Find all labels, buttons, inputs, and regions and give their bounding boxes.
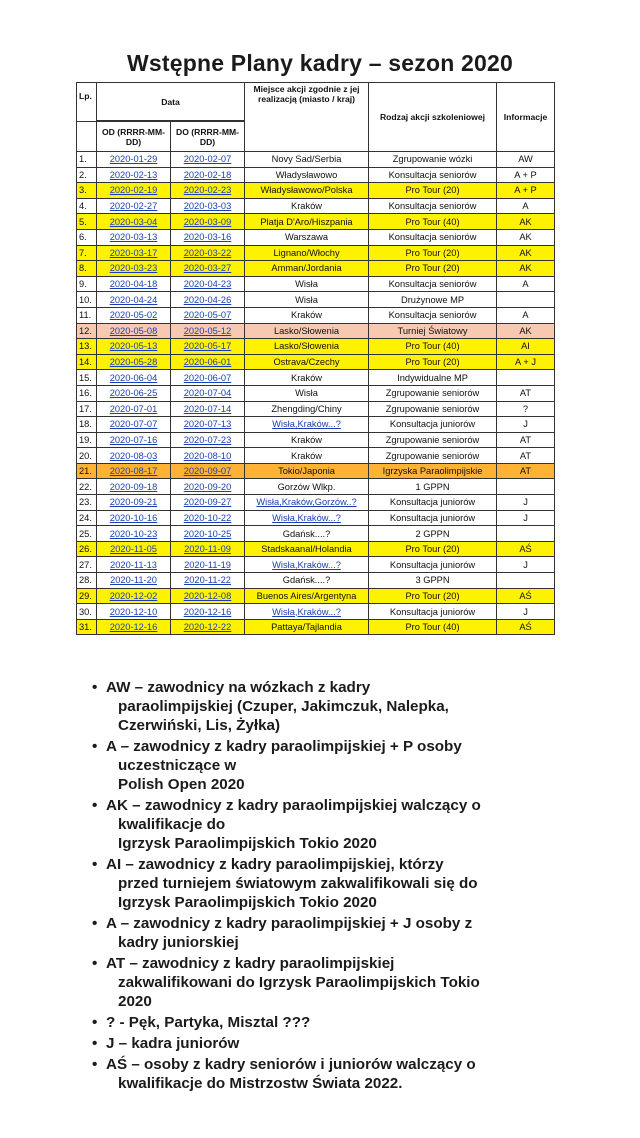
place-cell: Gdańsk....? [245, 526, 369, 542]
date-to-link[interactable]: 2020-07-23 [171, 432, 245, 448]
date-to-link[interactable]: 2020-07-04 [171, 385, 245, 401]
row-number: 26. [77, 541, 97, 557]
date-from-link[interactable]: 2020-05-28 [97, 354, 171, 370]
date-from-link[interactable]: 2020-04-18 [97, 276, 171, 292]
place-cell: Buenos Aires/Argentyna [245, 588, 369, 604]
row-number: 21. [77, 463, 97, 479]
date-from-link[interactable]: 2020-01-29 [97, 152, 171, 168]
schedule-table-body [77, 152, 555, 635]
action-type-cell: Zgrupowanie seniorów [369, 385, 497, 401]
legend-item [92, 914, 592, 952]
action-type-cell: Konsultacja seniorów [369, 167, 497, 183]
info-cell: AK [497, 245, 555, 261]
place-link[interactable]: Wisła,Kraków...? [245, 510, 369, 526]
info-cell [497, 479, 555, 495]
date-to-link[interactable]: 2020-12-22 [171, 619, 245, 635]
info-cell [497, 370, 555, 386]
place-cell: Zhengding/Chiny [245, 401, 369, 417]
place-link[interactable]: Wisła,Kraków...? [245, 417, 369, 433]
date-from-link[interactable]: 2020-07-07 [97, 417, 171, 433]
info-cell: AW [497, 152, 555, 168]
table-row [77, 417, 555, 433]
header-place: Miejsce akcji zgodnie z jej realizacją (miasto / kraj) [245, 83, 369, 152]
place-cell: Lasko/Słowenia [245, 323, 369, 339]
table-row [77, 339, 555, 355]
place-cell: Amman/Jordania [245, 261, 369, 277]
date-to-link[interactable]: 2020-11-09 [171, 541, 245, 557]
action-type-cell: Pro Tour (40) [369, 619, 497, 635]
date-to-link[interactable]: 2020-09-27 [171, 495, 245, 511]
info-cell: A [497, 276, 555, 292]
date-from-link[interactable]: 2020-11-13 [97, 557, 171, 573]
place-cell: Stadskaanal/Holandia [245, 541, 369, 557]
place-link[interactable]: Wisła,Kraków,Gorzów..? [245, 495, 369, 511]
row-number: 24. [77, 510, 97, 526]
legend-item [92, 678, 592, 735]
table-row [77, 588, 555, 604]
table-row [77, 261, 555, 277]
table-row [77, 167, 555, 183]
legend-text-line: AK – zawodnicy z kadry paraolimpijskiej walczący o [106, 797, 481, 814]
action-type-cell: Konsultacja juniorów [369, 604, 497, 620]
date-to-link[interactable]: 2020-06-01 [171, 354, 245, 370]
date-from-link[interactable]: 2020-09-21 [97, 495, 171, 511]
row-number: 29. [77, 588, 97, 604]
legend-text-line: ? - Pęk, Partyka, Misztal ??? [106, 1014, 311, 1031]
info-cell: AT [497, 385, 555, 401]
table-row [77, 604, 555, 620]
info-cell: J [497, 557, 555, 573]
date-from-link[interactable]: 2020-05-02 [97, 307, 171, 323]
date-from-link[interactable]: 2020-07-16 [97, 432, 171, 448]
row-number: 8. [77, 261, 97, 277]
date-to-link[interactable]: 2020-09-07 [171, 463, 245, 479]
table-row [77, 557, 555, 573]
row-number: 31. [77, 619, 97, 635]
info-cell: J [497, 417, 555, 433]
action-type-cell: Igrzyska Paraolimpijskie [369, 463, 497, 479]
date-from-link[interactable]: 2020-02-19 [97, 183, 171, 199]
date-to-link[interactable]: 2020-07-14 [171, 401, 245, 417]
row-number: 20. [77, 448, 97, 464]
date-from-link[interactable]: 2020-03-23 [97, 261, 171, 277]
action-type-cell: Konsultacja seniorów [369, 307, 497, 323]
date-to-link[interactable]: 2020-07-13 [171, 417, 245, 433]
row-number: 7. [77, 245, 97, 261]
bullet-icon: • [92, 679, 98, 696]
place-cell: Kraków [245, 307, 369, 323]
legend-item [92, 796, 592, 853]
legend-item [92, 954, 592, 1011]
action-type-cell: Pro Tour (20) [369, 354, 497, 370]
date-from-link[interactable]: 2020-03-13 [97, 229, 171, 245]
place-cell: Kraków [245, 448, 369, 464]
date-from-link[interactable]: 2020-06-25 [97, 385, 171, 401]
row-number: 18. [77, 417, 97, 433]
legend-text-line: paraolimpijskiej (Czuper, Jakimczuk, Nalepka, [118, 698, 449, 715]
row-number: 5. [77, 214, 97, 230]
row-number: 12. [77, 323, 97, 339]
legend-text-line: kwalifikacje do [118, 816, 226, 833]
row-number: 3. [77, 183, 97, 199]
info-cell: AK [497, 229, 555, 245]
table-row [77, 619, 555, 635]
table-row [77, 448, 555, 464]
place-cell: Kraków [245, 432, 369, 448]
legend-text-line: AI – zawodnicy z kadry paraolimpijskiej, którzy [106, 856, 444, 873]
legend-text-line: przed turniejem światowym zakwalifikowali się do [118, 875, 478, 892]
place-cell: Wisła [245, 276, 369, 292]
place-cell: Władysławowo [245, 167, 369, 183]
date-to-link[interactable]: 2020-03-27 [171, 261, 245, 277]
info-cell: AŚ [497, 541, 555, 557]
action-type-cell: Turniej Światowy [369, 323, 497, 339]
action-type-cell: Zgrupowanie seniorów [369, 448, 497, 464]
date-to-link[interactable]: 2020-03-03 [171, 198, 245, 214]
date-from-link[interactable]: 2020-11-05 [97, 541, 171, 557]
legend-text-line: kadry juniorskiej [118, 934, 239, 951]
table-row [77, 183, 555, 199]
place-cell: Tokio/Japonia [245, 463, 369, 479]
place-cell: Novy Sad/Serbia [245, 152, 369, 168]
info-cell: AK [497, 261, 555, 277]
legend-item [92, 737, 592, 794]
legend-item [92, 855, 592, 912]
date-to-link[interactable]: 2020-10-22 [171, 510, 245, 526]
action-type-cell: 2 GPPN [369, 526, 497, 542]
date-from-link[interactable]: 2020-08-03 [97, 448, 171, 464]
info-cell [497, 292, 555, 308]
legend-text-line: AT – zawodnicy z kadry paraolimpijskiej [106, 955, 395, 972]
info-cell: A [497, 307, 555, 323]
date-from-link[interactable]: 2020-03-17 [97, 245, 171, 261]
action-type-cell: Pro Tour (40) [369, 214, 497, 230]
info-cell: AK [497, 214, 555, 230]
bullet-icon: • [92, 797, 98, 814]
table-row [77, 573, 555, 589]
action-type-cell: 3 GPPN [369, 573, 497, 589]
date-to-link[interactable]: 2020-08-10 [171, 448, 245, 464]
bullet-icon: • [92, 856, 98, 873]
date-to-link[interactable]: 2020-11-22 [171, 573, 245, 589]
legend-text-line: A – zawodnicy z kadry paraolimpijskiej + J osoby z [106, 915, 473, 932]
table-row [77, 307, 555, 323]
legend-item [92, 1055, 592, 1093]
table-row [77, 432, 555, 448]
table-row [77, 370, 555, 386]
date-from-link[interactable]: 2020-07-01 [97, 401, 171, 417]
place-cell: Gorzów Wlkp. [245, 479, 369, 495]
header-lp-sub [77, 122, 97, 152]
info-cell: AT [497, 463, 555, 479]
date-to-link[interactable]: 2020-02-18 [171, 167, 245, 183]
place-cell: Wisła [245, 292, 369, 308]
table-row [77, 292, 555, 308]
date-to-link[interactable]: 2020-12-16 [171, 604, 245, 620]
action-type-cell: Pro Tour (20) [369, 541, 497, 557]
date-from-link[interactable]: 2020-06-04 [97, 370, 171, 386]
info-cell: A [497, 198, 555, 214]
row-number: 30. [77, 604, 97, 620]
legend-text-line: AŚ – osoby z kadry seniorów i juniorów walczący o [106, 1056, 476, 1073]
info-cell: J [497, 495, 555, 511]
table-row [77, 214, 555, 230]
info-cell [497, 573, 555, 589]
legend-text-line: J – kadra juniorów [106, 1035, 240, 1052]
row-number: 15. [77, 370, 97, 386]
legend-item [92, 1013, 592, 1032]
date-to-link[interactable]: 2020-03-09 [171, 214, 245, 230]
table-row [77, 276, 555, 292]
action-type-cell: Pro Tour (20) [369, 245, 497, 261]
info-cell: ? [497, 401, 555, 417]
date-to-link[interactable]: 2020-04-26 [171, 292, 245, 308]
place-cell: Wisła [245, 385, 369, 401]
table-row [77, 510, 555, 526]
date-from-link[interactable]: 2020-03-04 [97, 214, 171, 230]
action-type-cell: Konsultacja seniorów [369, 229, 497, 245]
info-cell: AŚ [497, 619, 555, 635]
table-row [77, 385, 555, 401]
header-info: Informacje [497, 83, 555, 152]
date-to-link[interactable]: 2020-06-07 [171, 370, 245, 386]
table-row [77, 152, 555, 168]
table-row [77, 479, 555, 495]
row-number: 25. [77, 526, 97, 542]
date-from-link[interactable]: 2020-04-24 [97, 292, 171, 308]
date-from-link[interactable]: 2020-10-23 [97, 526, 171, 542]
date-from-link[interactable]: 2020-12-10 [97, 604, 171, 620]
legend-text-line: Polish Open 2020 [118, 776, 245, 793]
date-to-link[interactable]: 2020-10-25 [171, 526, 245, 542]
table-row [77, 354, 555, 370]
table-row [77, 323, 555, 339]
info-cell: A + P [497, 183, 555, 199]
header-do: DO (RRRR-MM-DD) [171, 122, 245, 152]
row-number: 9. [77, 276, 97, 292]
date-to-link[interactable]: 2020-02-23 [171, 183, 245, 199]
legend-text-line: Igrzysk Paraolimpijskich Tokio 2020 [118, 894, 377, 911]
date-from-link[interactable]: 2020-09-18 [97, 479, 171, 495]
info-cell [497, 526, 555, 542]
place-cell: Lignano/Włochy [245, 245, 369, 261]
date-to-link[interactable]: 2020-12-08 [171, 588, 245, 604]
legend-text-line: Igrzysk Paraolimpijskich Tokio 2020 [118, 835, 377, 852]
place-cell: Władysławowo/Polska [245, 183, 369, 199]
header-od: OD (RRRR-MM-DD) [97, 122, 171, 152]
legend-item [92, 1034, 592, 1053]
date-from-link[interactable]: 2020-05-13 [97, 339, 171, 355]
date-from-link[interactable]: 2020-05-08 [97, 323, 171, 339]
info-cell: AT [497, 432, 555, 448]
action-type-cell: Pro Tour (20) [369, 261, 497, 277]
bullet-icon: • [92, 1014, 98, 1031]
date-from-link[interactable]: 2020-08-17 [97, 463, 171, 479]
header-lp: Lp. [77, 83, 97, 122]
place-cell: Ostrava/Czechy [245, 354, 369, 370]
row-number: 13. [77, 339, 97, 355]
info-cell: AT [497, 448, 555, 464]
schedule-table [76, 82, 555, 635]
table-row [77, 198, 555, 214]
action-type-cell: Konsultacja juniorów [369, 510, 497, 526]
date-to-link[interactable]: 2020-05-17 [171, 339, 245, 355]
row-number: 27. [77, 557, 97, 573]
place-cell: Platja D'Aro/Hiszpania [245, 214, 369, 230]
place-cell: Kraków [245, 198, 369, 214]
action-type-cell: Pro Tour (20) [369, 183, 497, 199]
table-row [77, 526, 555, 542]
legend-text-line: Czerwiński, Lis, Żyłka) [118, 717, 281, 734]
place-cell: Warszawa [245, 229, 369, 245]
table-row [77, 495, 555, 511]
action-type-cell: Zgrupowanie seniorów [369, 432, 497, 448]
action-type-cell: Konsultacja seniorów [369, 198, 497, 214]
header-type: Rodzaj akcji szkoleniowej [369, 83, 497, 152]
legend-text-line: A – zawodnicy z kadry paraolimpijskiej + P osoby [106, 738, 462, 755]
date-to-link[interactable]: 2020-03-16 [171, 229, 245, 245]
action-type-cell: Konsultacja juniorów [369, 417, 497, 433]
date-from-link[interactable]: 2020-12-16 [97, 619, 171, 635]
info-cell: AK [497, 323, 555, 339]
date-to-link[interactable]: 2020-03-22 [171, 245, 245, 261]
action-type-cell: Pro Tour (20) [369, 588, 497, 604]
date-to-link[interactable]: 2020-02-07 [171, 152, 245, 168]
info-cell: J [497, 604, 555, 620]
action-type-cell: Konsultacja juniorów [369, 495, 497, 511]
date-from-link[interactable]: 2020-11-20 [97, 573, 171, 589]
place-cell: Kraków [245, 370, 369, 386]
legend-text-line: uczestniczące w [118, 757, 237, 774]
info-cell: A + P [497, 167, 555, 183]
date-to-link[interactable]: 2020-09-20 [171, 479, 245, 495]
info-cell: AI [497, 339, 555, 355]
place-cell: Lasko/Słowenia [245, 339, 369, 355]
row-number: 1. [77, 152, 97, 168]
row-number: 16. [77, 385, 97, 401]
date-from-link[interactable]: 2020-02-27 [97, 198, 171, 214]
row-number: 23. [77, 495, 97, 511]
bullet-icon: • [92, 1035, 98, 1052]
row-number: 17. [77, 401, 97, 417]
action-type-cell: Zgrupowanie wózki [369, 152, 497, 168]
date-from-link[interactable]: 2020-02-13 [97, 167, 171, 183]
action-type-cell: Pro Tour (40) [369, 339, 497, 355]
header-data: Data [97, 83, 245, 121]
page-title: Wstępne Plany kadry – sezon 2020 [126, 50, 514, 76]
row-number: 10. [77, 292, 97, 308]
legend-text-line: kwalifikacje do Mistrzostw Świata 2022. [118, 1075, 403, 1092]
place-link[interactable]: Wisła,Kraków...? [245, 604, 369, 620]
row-number: 22. [77, 479, 97, 495]
date-to-link[interactable]: 2020-05-12 [171, 323, 245, 339]
date-to-link[interactable]: 2020-05-07 [171, 307, 245, 323]
date-to-link[interactable]: 2020-11-19 [171, 557, 245, 573]
info-cell: J [497, 510, 555, 526]
place-link[interactable]: Wisła,Kraków...? [245, 557, 369, 573]
table-row [77, 229, 555, 245]
action-type-cell: Zgrupowanie seniorów [369, 401, 497, 417]
date-from-link[interactable]: 2020-10-16 [97, 510, 171, 526]
bullet-icon: • [92, 1056, 98, 1073]
row-number: 28. [77, 573, 97, 589]
action-type-cell: Drużynowe MP [369, 292, 497, 308]
table-row [77, 463, 555, 479]
table-row [77, 401, 555, 417]
date-to-link[interactable]: 2020-04-23 [171, 276, 245, 292]
row-number: 2. [77, 167, 97, 183]
bullet-icon: • [92, 915, 98, 932]
legend-text-line: 2020 [118, 993, 152, 1010]
legend-text-line: AW – zawodnicy na wózkach z kadry [106, 679, 371, 696]
info-cell: AŚ [497, 588, 555, 604]
info-cell: A + J [497, 354, 555, 370]
action-type-cell: 1 GPPN [369, 479, 497, 495]
bullet-icon: • [92, 738, 98, 755]
place-cell: Pattaya/Tajlandia [245, 619, 369, 635]
date-from-link[interactable]: 2020-12-02 [97, 588, 171, 604]
table-row [77, 541, 555, 557]
table-row [77, 245, 555, 261]
row-number: 14. [77, 354, 97, 370]
row-number: 4. [77, 198, 97, 214]
row-number: 6. [77, 229, 97, 245]
action-type-cell: Konsultacja seniorów [369, 276, 497, 292]
legend-list [92, 678, 592, 1095]
action-type-cell: Indywidualne MP [369, 370, 497, 386]
legend-text-line: zakwalifikowani do Igrzysk Paraolimpijskich Tokio [118, 974, 480, 991]
row-number: 19. [77, 432, 97, 448]
bullet-icon: • [92, 955, 98, 972]
place-cell: Gdańsk....? [245, 573, 369, 589]
row-number: 11. [77, 307, 97, 323]
action-type-cell: Konsultacja juniorów [369, 557, 497, 573]
